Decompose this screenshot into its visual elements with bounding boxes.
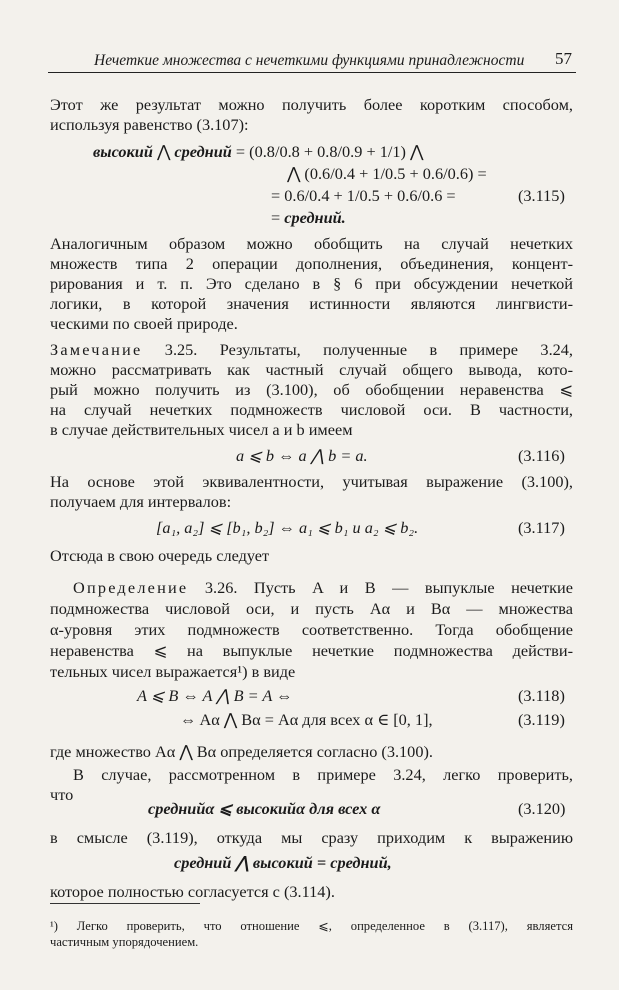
- equation-3-120: среднийα ⩽ высокийα для всех α: [148, 799, 381, 818]
- equation-final: средний ⋀ высокий = средний,: [174, 853, 392, 872]
- text-line: неравенства ⩽ на выпуклые нечеткие подмножества действи-: [50, 641, 573, 660]
- text-line: в смысле (3.119), откуда мы сразу приходим к выражению: [50, 828, 573, 847]
- equation-3-118: A ⩽ B ⇔ A ⋀ B = A ⇔: [137, 686, 293, 705]
- text-line: где множество Aα ⋀ Bα определяется согласно (3.100).: [50, 742, 433, 761]
- text-line: можно рассматривать как частный случай общего вывода, кото-: [50, 360, 573, 379]
- text-line: В случае, рассмотренном в примере 3.24, легко проверить,: [73, 765, 573, 784]
- definition-line: [73, 578, 573, 598]
- text-line: На основе этой эквивалентности, учитывая выражение (3.100),: [50, 472, 573, 491]
- equation-number-3-116: (3.116): [518, 446, 565, 465]
- equation-number-3-119: (3.119): [518, 710, 565, 729]
- text-line: используя равенство (3.107):: [50, 115, 249, 134]
- equation-3-117: [a₁, a₂] ⩽ [b₁, b₂] ⇔ a₁ ⩽ b₁ и a₂ ⩽ b₂.: [156, 518, 419, 537]
- remark-line: [50, 340, 573, 360]
- equation-3-115-line4: [271, 208, 346, 228]
- text-line: что: [50, 785, 74, 804]
- equation-3-116: a ⩽ b ⇔ a ⋀ b = a.: [236, 446, 368, 465]
- footnote-line: ¹) Легко проверить, что отношение ⩽, определенное в (3.117), является: [50, 919, 573, 933]
- equation-number-3-115: (3.115): [518, 186, 565, 205]
- equation-3-115-line2: ⋀ (0.6/0.4 + 1/0.5 + 0.6/0.6) =: [287, 164, 487, 183]
- word-vysokiy: высокий: [93, 142, 153, 161]
- text-line: получаем для интервалов:: [50, 492, 232, 511]
- page-number: 57: [555, 49, 572, 68]
- text-line: логики, в которой значения истинности являются лингвисти-: [50, 294, 573, 313]
- text-line: на случай нечетких подмножеств числовой оси. В частности,: [50, 400, 573, 419]
- text-line: рирования и т. п. Это сделано в § 6 при обсуждении нечеткой: [50, 274, 573, 293]
- equation-number-3-120: (3.120): [518, 799, 566, 818]
- footnote-rule: [50, 903, 200, 904]
- equation-3-115-line3: = 0.6/0.4 + 1/0.5 + 0.6/0.6 =: [271, 186, 456, 205]
- text-line: множеств типа 2 операции дополнения, объединения, концент-: [50, 254, 573, 273]
- equation-number-3-118: (3.118): [518, 686, 565, 705]
- eq-rhs-1: = (0.8/0.8 + 0.8/0.9 + 1/1) ⋀: [235, 142, 424, 161]
- running-header: [72, 49, 572, 71]
- header-title: Нечеткие множества с нечеткими функциями принадлежности: [94, 52, 525, 69]
- text-line: рый можно получить из (3.100), об обобщении неравенства ⩽: [50, 380, 573, 399]
- equals-sign: =: [271, 208, 281, 227]
- text-line: тельных чисел выражается¹) в виде: [50, 662, 296, 681]
- text-line: в случае действительных чисел a и b имеем: [50, 420, 353, 439]
- definition-text: 3.26. Пусть A и B — выпуклые нечеткие: [204, 578, 573, 597]
- equation-3-119: ⇔ Aα ⋀ Bα = Aα для всех α ∈ [0, 1],: [180, 710, 433, 729]
- remark-text: 3.25. Результаты, полученные в примере 3.24,: [164, 340, 573, 359]
- text-line: Аналогичным образом можно обобщить на случай нечетких: [50, 234, 573, 253]
- text-line: Отсюда в свою очередь следует: [50, 546, 270, 565]
- definition-label: Определение: [73, 578, 189, 597]
- equation-3-115-line1: [93, 142, 423, 162]
- header-rule: [48, 72, 576, 73]
- remark-label: Замечание: [50, 340, 143, 359]
- text-line: α-уровня этих подмножеств соответственно. Тогда обобщение: [50, 620, 573, 639]
- equation-number-3-117: (3.117): [518, 518, 565, 537]
- text-line: которое полностью согласуется с (3.114).: [50, 882, 335, 901]
- text-line: подмножества числовой оси, и пусть Aα и Bα — множества: [50, 599, 573, 618]
- word-sredniy-result: средний.: [284, 208, 346, 227]
- and-symbol: ⋀: [156, 142, 171, 161]
- text-line: ческими по своей природе.: [50, 314, 238, 333]
- footnote-line: частичным упорядочением.: [50, 935, 199, 949]
- word-sredniy: средний: [174, 142, 232, 161]
- text-line: Этот же результат можно получить более коротким способом,: [50, 95, 573, 114]
